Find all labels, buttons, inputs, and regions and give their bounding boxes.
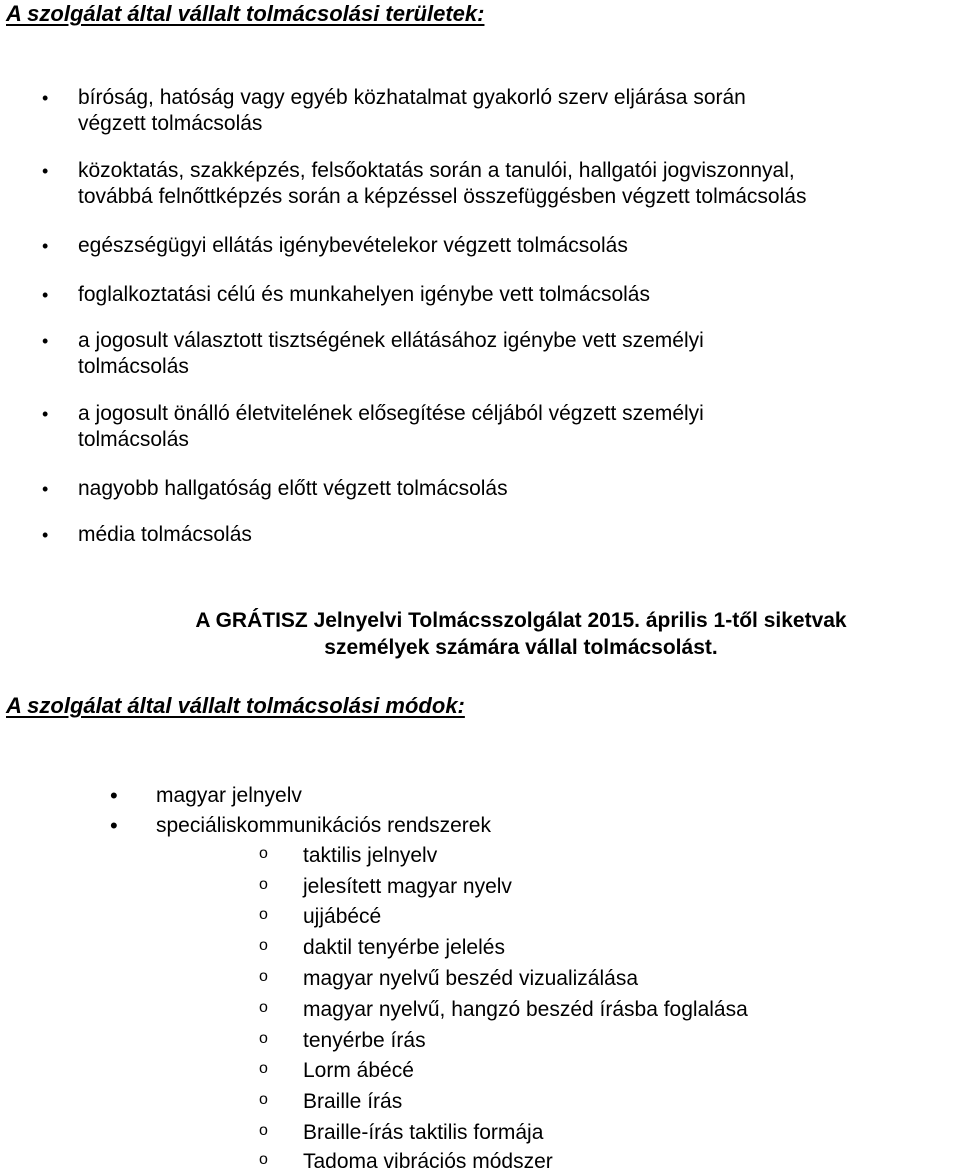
sub-list-item <box>259 966 639 992</box>
list-item-label: speciáliskommunikációs rendszerek <box>156 814 491 837</box>
sub-list-item <box>259 1149 553 1175</box>
list-item <box>42 522 930 548</box>
bullet-icon: • <box>42 161 49 181</box>
circle-bullet-icon: o <box>259 1122 268 1139</box>
sub-list-item-label: Braille-írás taktilis formája <box>303 1121 544 1144</box>
sub-list-item-label: jelesített magyar nyelv <box>303 875 512 898</box>
sub-list-item <box>259 874 512 900</box>
circle-bullet-icon: o <box>259 968 268 985</box>
circle-bullet-icon: o <box>259 937 268 954</box>
list-item <box>42 476 930 502</box>
list-item-line: végzett tolmácsolás <box>78 112 263 135</box>
list-item <box>110 813 491 839</box>
list-item-line: média tolmácsolás <box>78 523 252 546</box>
circle-bullet-icon: o <box>259 1030 268 1047</box>
circle-bullet-icon: o <box>259 845 268 862</box>
sub-list-item <box>259 1058 414 1084</box>
list-item <box>42 85 930 137</box>
list-item-line: a jogosult önálló életvitelének elősegítése céljából végzett személyi <box>78 402 704 425</box>
sub-list-item <box>259 1120 544 1146</box>
sub-list-item <box>259 1028 426 1054</box>
bullet-icon: • <box>110 783 118 808</box>
bullet-icon: • <box>42 88 49 108</box>
circle-bullet-icon: o <box>259 1151 268 1168</box>
bullet-icon: • <box>42 479 49 499</box>
sub-list-item <box>259 997 748 1023</box>
circle-bullet-icon: o <box>259 1060 268 1077</box>
list-item <box>42 158 930 210</box>
sub-list-item <box>259 843 438 869</box>
sub-list-item-label: magyar nyelvű beszéd vizualizálása <box>303 967 639 990</box>
sub-list-item <box>259 1089 403 1115</box>
list-item-line: foglalkoztatási célú és munkahelyen igénybe vett tolmácsolás <box>78 283 650 306</box>
list-item <box>42 401 930 453</box>
notice-line: A GRÁTISZ Jelnyelvi Tolmácsszolgálat 2015. április 1-től siketvak <box>195 609 847 632</box>
list-item-line: a jogosult választott tisztségének ellátásához igénybe vett személyi <box>78 329 704 352</box>
circle-bullet-icon: o <box>259 999 268 1016</box>
circle-bullet-icon: o <box>259 1091 268 1108</box>
list-item-line: továbbá felnőttképzés során a képzéssel összefüggésben végzett tolmácsolás <box>78 185 807 208</box>
bullet-icon: • <box>42 236 49 256</box>
sub-list-item-label: Braille írás <box>303 1090 403 1113</box>
bullet-icon: • <box>42 525 49 545</box>
sub-list-item-label: ujjábécé <box>303 905 382 928</box>
circle-bullet-icon: o <box>259 906 268 923</box>
bullet-icon: • <box>42 404 49 424</box>
list-item <box>42 282 930 308</box>
bullet-icon: • <box>110 813 118 838</box>
sub-list-item-label: daktil tenyérbe jelelés <box>303 936 505 959</box>
sub-list-item-label: Tadoma vibrációs módszer <box>303 1150 553 1173</box>
list-item-line: bíróság, hatóság vagy egyéb közhatalmat gyakorló szerv eljárása során <box>78 86 746 109</box>
notice-line: személyek számára vállal tolmácsolást. <box>324 636 718 659</box>
sub-list-item-label: taktilis jelnyelv <box>303 844 438 867</box>
list-item <box>110 783 302 809</box>
circle-bullet-icon: o <box>259 876 268 893</box>
list-item-line: tolmácsolás <box>78 355 189 378</box>
sub-list-item <box>259 904 382 930</box>
heading-interpreting-modes: A szolgálat által vállalt tolmácsolási módok: <box>6 693 465 718</box>
sub-list-item-label: tenyérbe írás <box>303 1029 426 1052</box>
heading-interpreting-areas: A szolgálat által vállalt tolmácsolási területek: <box>6 1 485 26</box>
service-notice <box>126 607 916 661</box>
list-item-line: közoktatás, szakképzés, felsőoktatás során a tanulói, hallgatói jogviszonnyal, <box>78 159 795 182</box>
list-item <box>42 328 930 380</box>
sub-list-item <box>259 935 505 961</box>
list-item-line: egészségügyi ellátás igénybevételekor végzett tolmácsolás <box>78 234 628 257</box>
sub-list-item-label: Lorm ábécé <box>303 1059 414 1082</box>
bullet-icon: • <box>42 331 49 351</box>
bullet-icon: • <box>42 285 49 305</box>
sub-list-item-label: magyar nyelvű, hangzó beszéd írásba foglalása <box>303 998 748 1021</box>
list-item-line: nagyobb hallgatóság előtt végzett tolmácsolás <box>78 477 508 500</box>
list-item-label: magyar jelnyelv <box>156 784 302 807</box>
list-item <box>42 233 930 259</box>
list-item-line: tolmácsolás <box>78 428 189 451</box>
